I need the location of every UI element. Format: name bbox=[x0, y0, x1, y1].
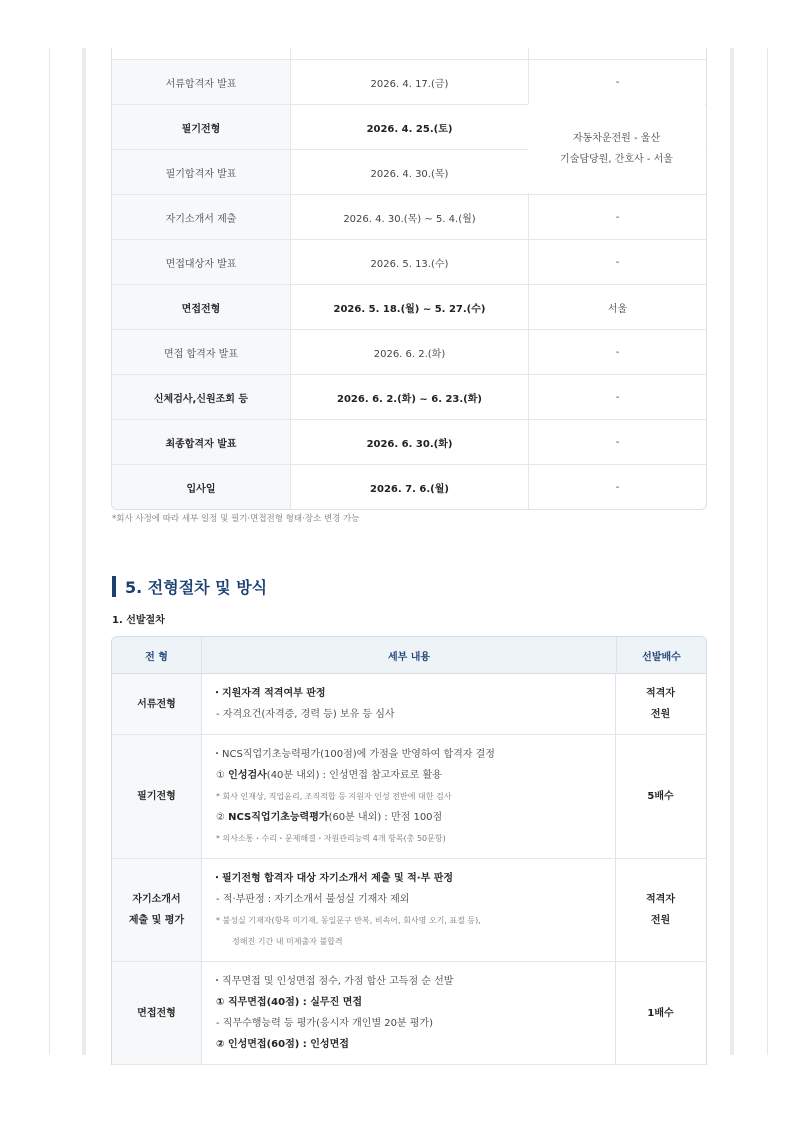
stage-cell: 면접전형 bbox=[112, 285, 291, 329]
table-row bbox=[112, 735, 706, 859]
content-border-left bbox=[82, 48, 86, 1055]
detail-line: ・필기전형 합격자 대상 자기소개서 제출 및 적·부 판정 bbox=[212, 873, 454, 884]
stage-label: 서류전형 bbox=[137, 698, 176, 710]
detail-line: ・직무면접 및 인성면접 점수, 가점 합산 고득점 순 선발 bbox=[212, 976, 454, 987]
detail-cell bbox=[202, 859, 616, 961]
detail-line: ① 직무면접(40점) : 실무진 면접 bbox=[216, 997, 363, 1008]
header-ratio: 선발배수 bbox=[642, 651, 681, 663]
stage-cell: 입사일 bbox=[112, 465, 291, 509]
merged-place-cell bbox=[528, 104, 705, 193]
header-detail: 세부 내용 bbox=[202, 637, 617, 673]
stage-cell bbox=[112, 962, 202, 1064]
place-cell: - bbox=[615, 256, 620, 268]
stage-label: 필기전형 bbox=[137, 791, 176, 802]
stage-cell: 서류합격자 발표 bbox=[112, 60, 291, 104]
page-border-left bbox=[49, 48, 50, 1055]
table-row bbox=[112, 375, 706, 420]
detail-line: - 직무수행능력 등 평가(응시자 개인별 20분 평가) bbox=[216, 1018, 434, 1029]
ratio-cell bbox=[616, 859, 705, 961]
ratio-cell bbox=[616, 674, 705, 734]
place-cell: - bbox=[615, 391, 620, 403]
detail-line: 정해진 기간 내 미제출자 불합격 bbox=[232, 937, 343, 946]
table-header bbox=[112, 637, 706, 674]
ratio-label: 적격자 bbox=[646, 894, 675, 905]
table-row bbox=[112, 240, 706, 285]
date-cell: 2026. 4. 30.(목) ~ 5. 4.(월) bbox=[291, 195, 529, 239]
stage-label: 자기소개서 bbox=[132, 894, 181, 905]
place-cell: - bbox=[615, 436, 620, 448]
place-line: 기술담당원, 간호사 - 서울 bbox=[560, 153, 673, 165]
stage-label: 제출 및 평가 bbox=[128, 915, 185, 926]
detail-line: ・NCS직업기초능력평가(100점)에 가점을 반영하여 합격자 결정 bbox=[212, 749, 495, 760]
stage-cell bbox=[112, 674, 202, 734]
detail-line: ・지원자격 적격여부 판정 bbox=[212, 688, 326, 699]
table-row bbox=[112, 674, 706, 735]
date-cell: 2026. 5. 18.(월) ~ 5. 27.(수) bbox=[291, 285, 529, 329]
heading-accent-bar bbox=[112, 576, 116, 597]
subsection-title: 1. 선발절차 bbox=[112, 615, 165, 626]
procedure-table bbox=[111, 636, 707, 1065]
detail-cell bbox=[202, 962, 616, 1064]
table-row bbox=[112, 330, 706, 375]
detail-line: * 불성실 기재자(항목 미기재, 동일문구 반복, 비속어, 회사명 오기, 표절 등), bbox=[216, 916, 481, 925]
place-line: 자동차운전원 - 울산 bbox=[572, 132, 661, 144]
table-row bbox=[112, 962, 706, 1065]
table-row bbox=[112, 859, 706, 962]
detail-line: ② 인성면접(60점) : 인성면접 bbox=[216, 1039, 349, 1050]
ratio-cell bbox=[616, 962, 705, 1064]
table-row bbox=[112, 60, 706, 105]
detail-cell bbox=[202, 735, 616, 858]
stage-cell bbox=[112, 735, 202, 858]
detail-line: * 의사소통・수리・문제해결・자원관리능력 4개 항목(총 50문항) bbox=[216, 834, 446, 843]
place-cell: - bbox=[615, 76, 620, 88]
date-cell: 2026. 6. 30.(화) bbox=[291, 420, 529, 464]
ratio-label: 전원 bbox=[650, 915, 671, 926]
section-heading bbox=[112, 574, 267, 598]
stage-cell: 자기소개서 제출 bbox=[112, 195, 291, 239]
stage-cell: 면접대상자 발표 bbox=[112, 240, 291, 284]
detail-emphasis: 인성검사 bbox=[228, 770, 267, 781]
detail-emphasis: NCS직업기초능력평가 bbox=[228, 812, 329, 823]
stage-cell: 최종합격자 발표 bbox=[112, 420, 291, 464]
place-cell: - bbox=[615, 211, 620, 223]
schedule-note: *회사 사정에 따라 세부 일정 및 필기·면접전형 형태·장소 변경 가능 bbox=[112, 514, 360, 524]
stage-cell: 면접 합격자 발표 bbox=[112, 330, 291, 374]
stage-cell: 신체검사,신원조회 등 bbox=[112, 375, 291, 419]
date-cell: 2026. 7. 6.(월) bbox=[291, 465, 529, 509]
detail-line: - 자격요건(자격증, 경력 등) 보유 등 심사 bbox=[216, 709, 395, 720]
header-stage: 전 형 bbox=[112, 637, 202, 673]
table-row bbox=[112, 285, 706, 330]
stage-cell bbox=[112, 859, 202, 961]
stage-cell: 필기전형 bbox=[112, 105, 291, 149]
stage-cell: 필기합격자 발표 bbox=[112, 150, 291, 194]
date-cell: 2026. 4. 25.(토) bbox=[291, 105, 529, 149]
ratio-cell bbox=[616, 735, 705, 858]
date-cell: 2026. 6. 2.(화) bbox=[291, 330, 529, 374]
table-row bbox=[112, 420, 706, 465]
date-cell: 2026. 4. 17.(금) bbox=[291, 60, 529, 104]
place-cell: 서울 bbox=[607, 303, 628, 315]
ratio-label: 전원 bbox=[650, 709, 671, 720]
page-border-right bbox=[767, 48, 768, 1055]
stage-label: 면접전형 bbox=[137, 1007, 176, 1019]
detail-line: ① 인성검사(40분 내외) : 인성면접 참고자료로 활용 bbox=[216, 770, 442, 781]
detail-cell bbox=[202, 674, 616, 734]
place-cell: - bbox=[615, 346, 620, 358]
content-border-right bbox=[730, 48, 734, 1055]
detail-line: - 적·부판정 : 자기소개서 불성실 기재자 제외 bbox=[216, 894, 410, 905]
place-cell: - bbox=[615, 481, 620, 493]
detail-line: * 회사 인재상, 직업윤리, 조직적합 등 지원자 인성 전반에 대한 검사 bbox=[216, 792, 452, 801]
ratio-label: 5배수 bbox=[647, 791, 674, 802]
section-title: 5. 전형절차 및 방식 bbox=[125, 577, 268, 597]
detail-line: ② NCS직업기초능력평가(60분 내외) : 만점 100점 bbox=[216, 812, 443, 823]
date-cell: 2026. 5. 13.(수) bbox=[291, 240, 529, 284]
date-cell: 2026. 6. 2.(화) ~ 6. 23.(화) bbox=[291, 375, 529, 419]
schedule-table bbox=[111, 48, 707, 510]
ratio-label: 1배수 bbox=[647, 1007, 674, 1019]
date-cell: 2026. 4. 30.(목) bbox=[291, 150, 529, 194]
table-row bbox=[112, 195, 706, 240]
table-row bbox=[112, 48, 706, 60]
ratio-label: 적격자 bbox=[646, 688, 675, 699]
table-row bbox=[112, 465, 706, 509]
